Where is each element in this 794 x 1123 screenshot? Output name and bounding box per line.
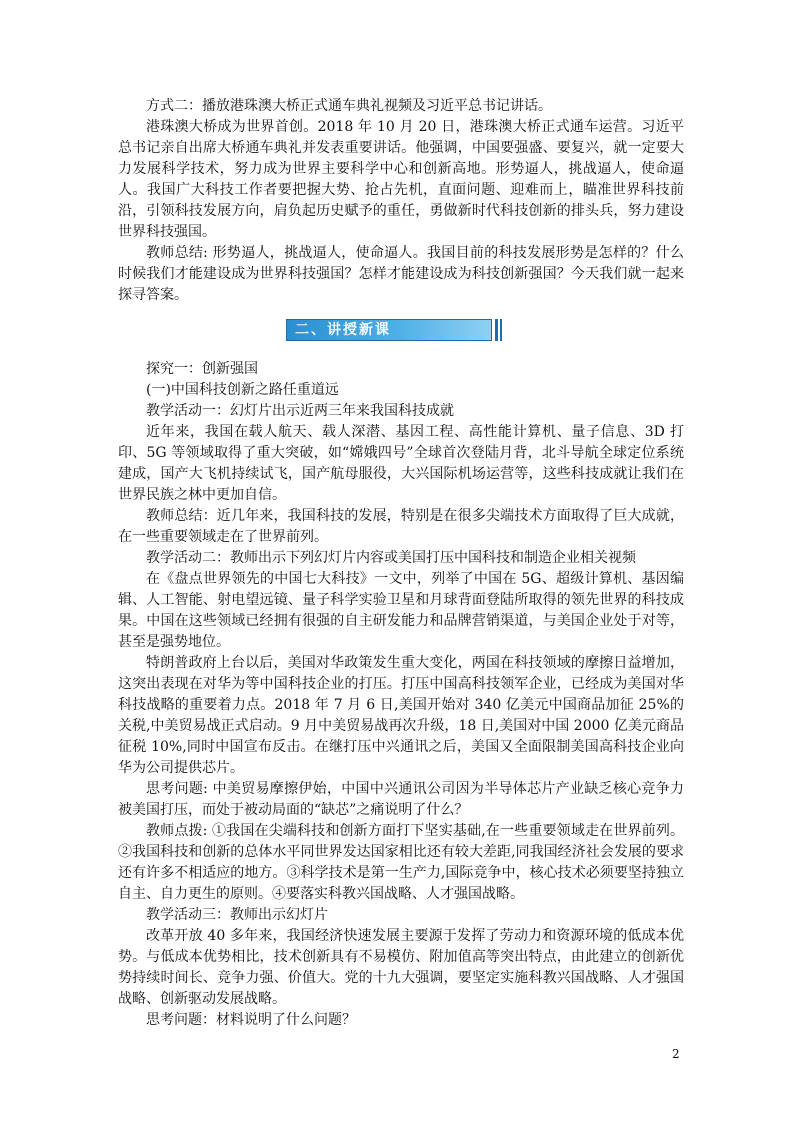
paragraph: 近年来，我国在载人航天、载人深潜、基因工程、高性能计算机、量子信息、3D 打印、5G 等领域取得了重大突破，如“嫦娥四号”全球首次登陆月背，北斗导航全球定位系统建成，国产大飞机持续试飞，国产航母服役，大兴国际机场运营等，这些科技成就让我们在世界民族之林中更加自信。	[118, 424, 684, 503]
paragraph: 思考问题: 中美贸易摩擦伊始，中国中兴通讯公司因为半导体芯片产业缺乏核心竞争力被美国打压，而处于被动局面的“缺芯”之痛说明了什么？	[118, 781, 684, 818]
section-heading: 二、讲授新课	[286, 319, 492, 341]
lesson-section	[118, 359, 684, 1031]
paragraph: 教学活动三：教师出示幻灯片	[146, 907, 328, 923]
page-number: 2	[672, 1047, 680, 1061]
section-heading-banner	[286, 317, 512, 343]
paragraph: (一)中国科技创新之路任重道远	[146, 382, 339, 398]
section-heading-wrapper	[118, 317, 684, 347]
paragraph: 教学活动一：幻灯片出示近两三年来我国科技成就	[146, 403, 454, 419]
paragraph: 改革开放 40 多年来，我国经济快速发展主要源于发挥了劳动力和资源环境的低成本优势。与低成本优势相比，技术创新具有不易模仿、附加值高等突出特点，由此建立的创新优势持续时间长、竞争力强、价值大。党的十九大强调，要坚定实施科教兴国战略、人才强国战略、创新驱动发展战略。	[118, 928, 684, 1007]
paragraph: 特朗普政府上台以后，美国对华政策发生重大变化，两国在科技领域的摩擦日益增加，这突出表现在对华为等中国科技企业的打压。打压中国高科技领军企业，已经成为美国对华科技战略的重要着力点。2018 年 7 月 6 日,美国开始对 340 亿美元中国商品加征 25%的关税,中美贸易战正式启动。9 月中美贸易战再次升级，18 日,美国对中国 2000 亿美元商品征税 10%,同时中国宣布反击。在继打压中兴通讯之后，美国又全面限制美国高科技企业向华为公司提供芯片。	[118, 655, 684, 776]
paragraph: 教学活动二：教师出示下列幻灯片内容或美国打压中国科技和制造企业相关视频	[146, 550, 636, 566]
banner-decoration	[495, 319, 498, 341]
paragraph: 探究一：创新强国	[146, 361, 258, 377]
paragraph: 方式二：播放港珠澳大桥正式通车典礼视频及习近平总书记讲话。	[146, 98, 552, 114]
paragraph: 教师总结: 形势逼人，挑战逼人，使命逼人。我国目前的科技发展形势是怎样的？什么时候我们才能建设成为世界科技强国？怎样才能建设成为科技创新强国？今天我们就一起来探寻答案。	[118, 245, 684, 303]
paragraph: 思考问题：材料说明了什么问题？	[146, 1012, 356, 1028]
paragraph: 教师总结：近几年来，我国科技的发展，特别是在很多尖端技术方面取得了巨大成就，在一些重要领域走在了世界前列。	[118, 508, 684, 545]
paragraph: 在《盘点世界领先的中国七大科技》一文中，列举了中国在 5G、超级计算机、基因编辑、人工智能、射电望远镜、量子科学实验卫星和月球背面登陆所取得的领先世界的科技成果。中国在这些领域已经拥有很强的自主研发能力和品牌营销渠道，与美国企业处于对等，甚至是强势地位。	[118, 571, 684, 650]
banner-decoration	[500, 319, 502, 341]
intro-section	[118, 96, 684, 306]
paragraph: 港珠澳大桥成为世界首创。2018 年 10 月 20 日，港珠澳大桥正式通车运营。习近平总书记亲自出席大桥通车典礼并发表重要讲话。他强调，中国要强盛、要复兴，就一定要大力发展科学技术，努力成为世界主要科学中心和创新高地。形势逼人，挑战逼人，使命逼人。我国广大科技工作者要把握大势、抢占先机，直面问题、迎难而上，瞄准世界科技前沿，引领科技发展方向，肩负起历史赋予的重任，勇做新时代科技创新的排头兵，努力建设世界科技强国。	[118, 119, 684, 240]
paragraph: 教师点拨: ①我国在尖端科技和创新方面打下坚实基础,在一些重要领域走在世界前列。②我国科技和创新的总体水平同世界发达国家相比还有较大差距,同我国经济社会发展的要求还有许多不相适应的地方。③科学技术是第一生产力,国际竞争中，核心技术必须要坚持独立自主、自力更生的原则。④要落实科教兴国战略、人才强国战略。	[118, 823, 684, 902]
document-page	[118, 96, 684, 1031]
